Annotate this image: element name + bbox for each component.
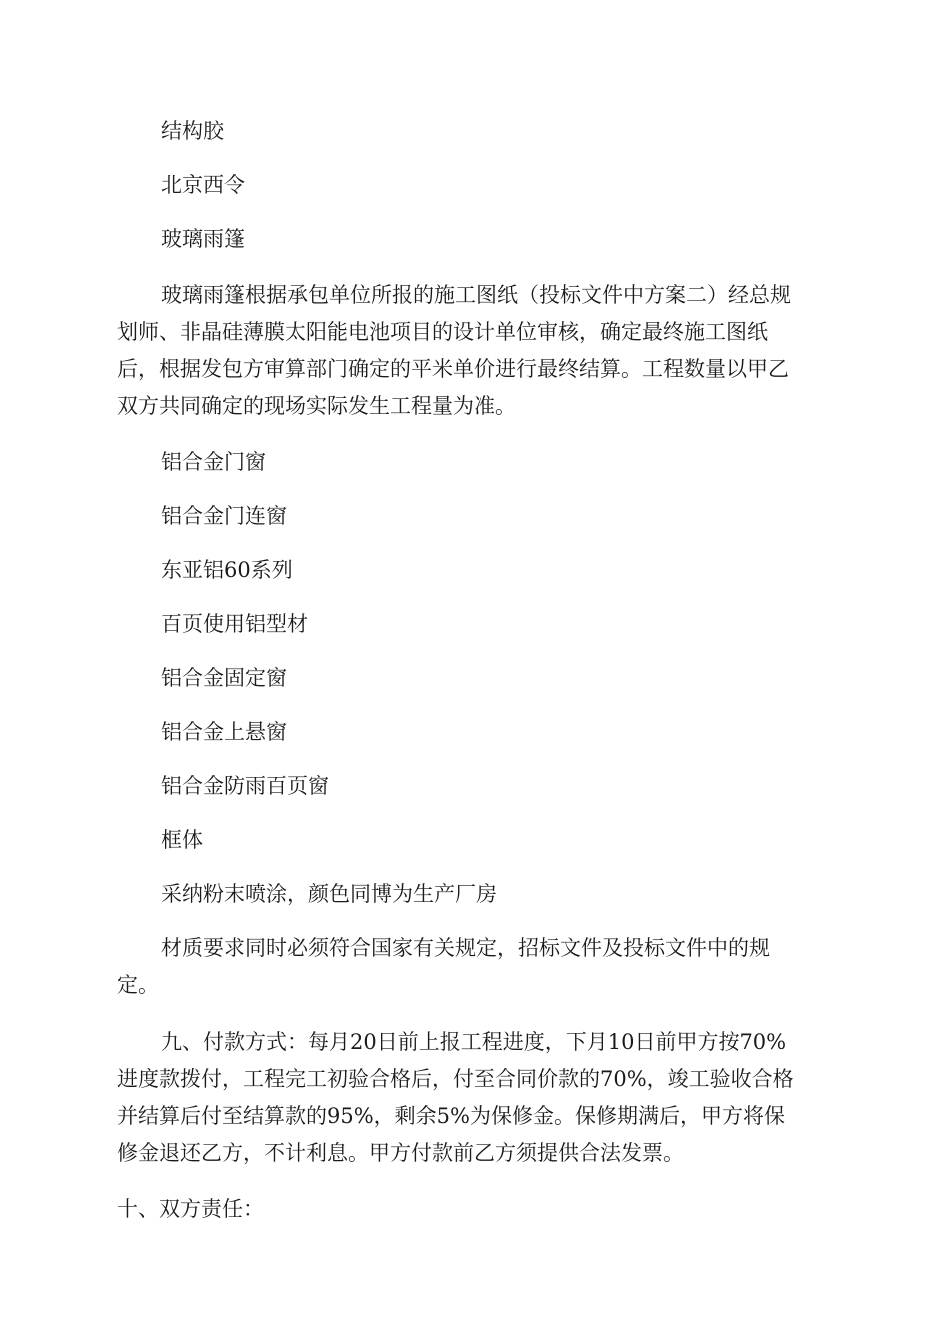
paragraph-line: 双方共同确定的现场实际发生工程量为准。	[117, 394, 516, 418]
paragraph-line: 修金退还乙方，不计利息。甲方付款前乙方须提供合法发票。	[117, 1141, 684, 1165]
list-item: 框体	[161, 828, 203, 852]
paragraph-line: 并结算后付至结算款的95%，剩余5%为保修金。保修期满后，甲方将保	[117, 1104, 785, 1128]
paragraph-line: 进度款拨付，工程完工初验合格后，付至合同价款的70%，竣工验收合格	[117, 1067, 794, 1091]
paragraph-line: 划师、非晶硅薄膜太阳能电池项目的设计单位审核，确定最终施工图纸	[117, 320, 768, 344]
item-structural-adhesive: 结构胶	[161, 119, 224, 143]
list-item: 百页使用铝型材	[161, 612, 308, 636]
list-item: 铝合金门连窗	[161, 504, 287, 528]
list-item: 铝合金上悬窗	[161, 720, 287, 744]
section-heading: 十、双方责任：	[117, 1197, 264, 1221]
paragraph-line: 材质要求同时必须符合国家有关规定，招标文件及投标文件中的规	[161, 936, 770, 960]
list-item: 采纳粉末喷涂，颜色同博为生产厂房	[161, 882, 497, 906]
list-item: 铝合金门窗	[161, 450, 266, 474]
list-item: 东亚铝60系列	[161, 558, 293, 582]
paragraph-line: 玻璃雨篷根据承包单位所报的施工图纸（投标文件中方案二）经总规	[161, 283, 791, 307]
paragraph-line: 定。	[117, 973, 159, 997]
list-item: 铝合金固定窗	[161, 666, 287, 690]
paragraph-line: 后，根据发包方审算部门确定的平米单价进行最终结算。工程数量以甲乙	[117, 357, 789, 381]
item-beijing-xiling: 北京西令	[161, 173, 245, 197]
list-item: 铝合金防雨百页窗	[161, 774, 329, 798]
paragraph-line: 九、付款方式：每月20日前上报工程进度，下月10日前甲方按70%	[161, 1030, 787, 1054]
item-glass-canopy: 玻璃雨篷	[161, 227, 245, 251]
